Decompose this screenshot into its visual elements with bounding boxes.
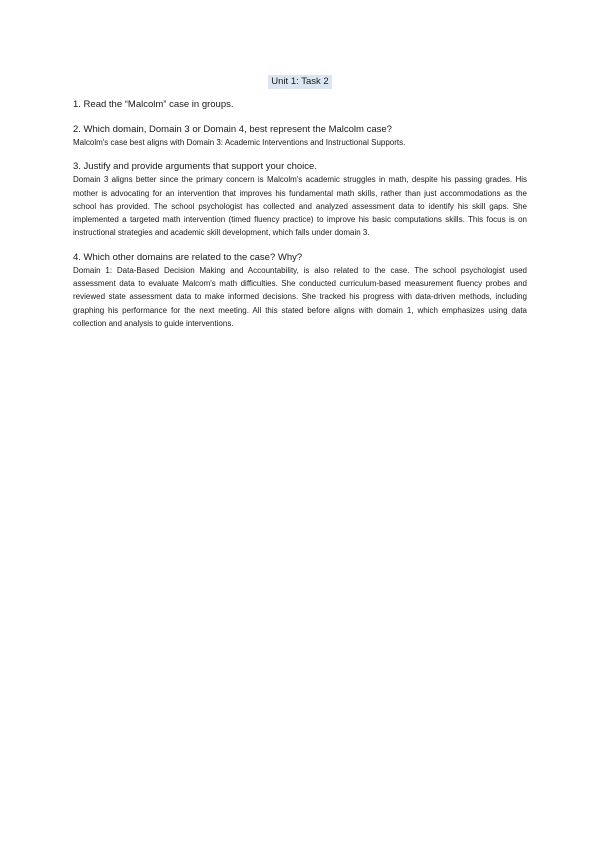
document-body — [73, 99, 527, 342]
section-1 — [73, 99, 527, 111]
document-title: Unit 1: Task 2 — [268, 75, 331, 89]
question-1: 1. Read the “Malcolm” case in groups. — [73, 99, 234, 110]
answer-2: Malcolm's case best aligns with Domain 3: Academic Interventions and Instructional Supports. — [73, 138, 406, 147]
section-3 — [73, 161, 527, 239]
answer-3: Domain 3 aligns better since the primary concern is Malcolm's academic struggles in math, despite his passing grades. His mother is advocating for an intervention that improves his fundamental math skills, rather than just accommodations as the school has provided. The school psychologist has collected and analyzed assessment data to identify his skill gaps. She implemented a targeted math intervention (timed fluency practice) to improve his basic computations skills. This focus is on instructional strategies and academic skill development, which falls under domain 3. — [73, 175, 527, 238]
section-4 — [73, 252, 527, 330]
question-3: 3. Justify and provide arguments that support your choice. — [73, 161, 317, 173]
question-2: 2. Which domain, Domain 3 or Domain 4, best represent the Malcolm case? — [73, 124, 392, 135]
title-container — [0, 71, 600, 89]
question-4: 4. Which other domains are related to the case? Why? — [73, 251, 303, 263]
section-2 — [73, 124, 527, 149]
answer-4: Domain 1: Data-Based Decision Making and Accountability, is also related to the case. The school psychologist used assessment data to evaluate Malcom's math difficulties. She conducted curriculum-based measurement fluency probes and reviewed state assessment data to make informed decisions. She tracked his progress with data-driven methods, including graphing his performance for the next meeting. All this stated before aligns with domain 1, which emphasizes using data collection and analysis to guide interventions. — [73, 265, 527, 328]
